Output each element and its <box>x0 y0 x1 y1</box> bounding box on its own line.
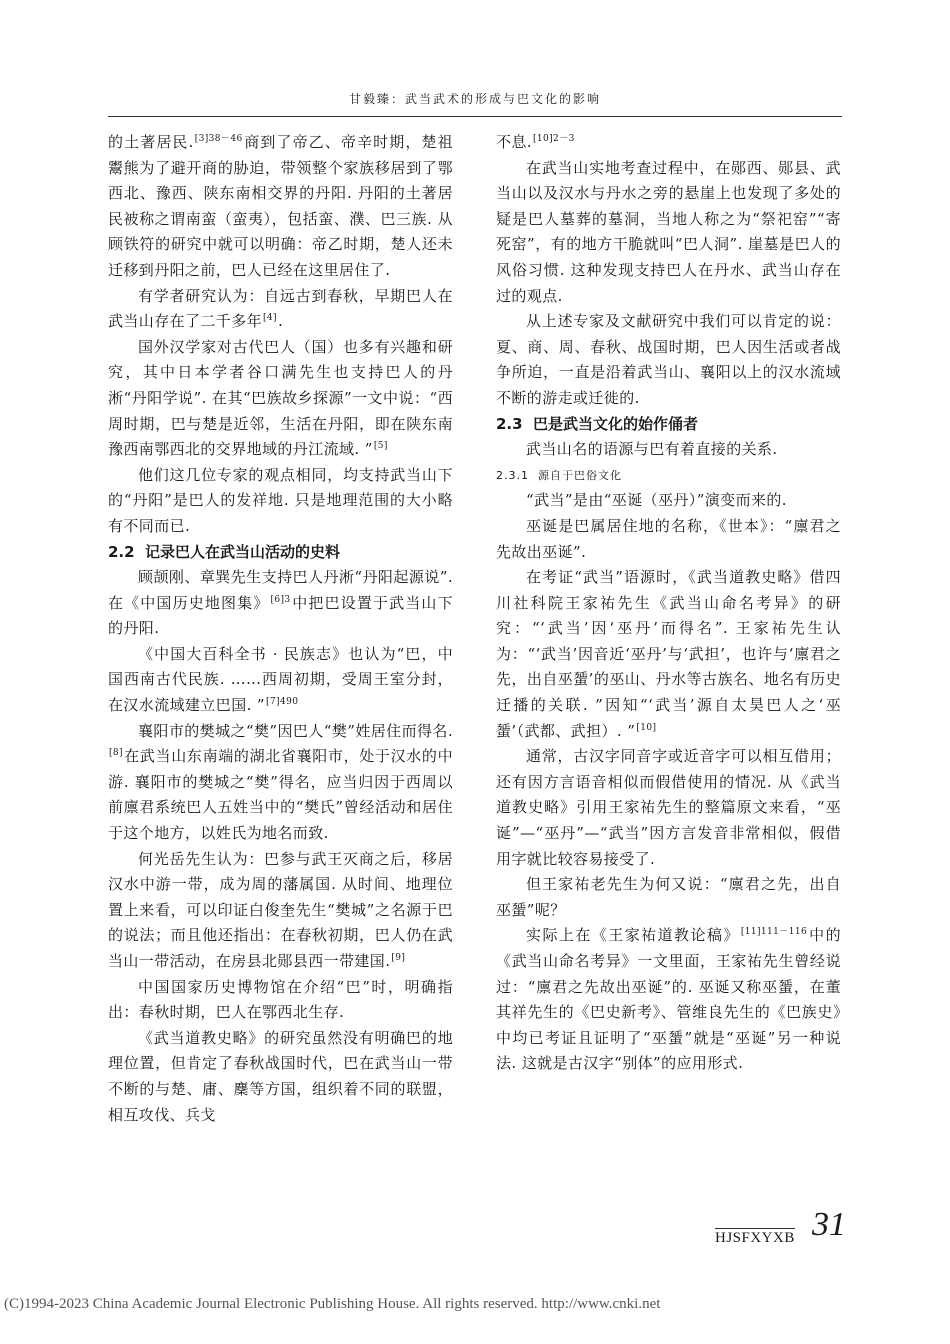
paragraph: “武当”是由“巫诞（巫丹）”演变而来的. <box>526 491 787 510</box>
paragraph: 襄阳市的樊城之“樊”因巴人“樊”姓居住而得名.[8]在武当山东南端的湖北省襄阳市，处于汉水的中游. 襄阳市的樊城之“樊”得名，应当归因于西周以前廪君系统巴人五姓当中的“樊氏”曾经活动和居住于这个地方，以姓氏为地名而致. <box>108 721 453 843</box>
paragraph: 武当山名的语源与巴有着直接的关系. <box>526 440 778 459</box>
paragraph: 从上述专家及文献研究中我们可以肯定的说：夏、商、周、春秋、战国时期，巴人因生活或者战争所迫，一直是沿着武当山、襄阳以上的汉水流域不断的游走或迁徙的. <box>496 312 841 407</box>
section-heading-2-3-1: 2.3.1 源自于巴俗文化 <box>496 468 622 482</box>
paragraph: 的土著居民.$^{[3]38-46}$商到了帝乙、帝辛时期，楚祖鬻熊为了避开商的胁迫，带领整个家族移居到了鄂西北、豫西、陕东南相交界的丹阳. 丹阳的土著居民被称之谓南蛮（蛮夷），包括蛮、濮、巴三族. 从顾铁符的研究中就可以明确：帝乙时期，楚人还未迁移到丹阳之前，巴人已经在这里居住了. <box>108 133 453 279</box>
citation-link[interactable]: [10]2－3 <box>532 134 575 144</box>
paragraph: 他们这几位专家的观点相同，均支持武当山下的“丹阳”是巴人的发祥地. 只是地理范围的大小略有不同而已. <box>108 465 453 535</box>
citation-link[interactable]: [6]3 <box>270 594 291 605</box>
section-heading-2-2: 2.2 记录巴人在武当山活动的史料 <box>108 542 341 561</box>
page-number: 31 <box>812 1206 846 1243</box>
paragraph: 顾颉刚、章巽先生支持巴人丹淅“丹阳起源说”. 在《中国历史地图集》$^{[6]3}$中把巴设置于武当山下的丹阳. <box>108 568 453 638</box>
paragraph: 国外汉学家对古代巴人（国）也多有兴趣和研究，其中日本学者谷口满先生也支持巴人的丹淅“丹阳学说”. 在其“巴族故乡探源”一文中说：“西周时期，巴与楚是近邻，生活在丹阳，即在陕东南豫西南鄂西北的交界地域的丹江流域. ”[5] <box>108 337 453 459</box>
paragraph: 通常，古汉字同音字或近音字可以相互借用；还有因方言语音相似而假借使用的情况. 从《武当道教史略》引用王家祐先生的整篇原文来看，“巫诞”—“巫丹”—“武当”因方言发音非常相似，假借用字就比较容易接受了. <box>496 747 841 868</box>
paragraph: 实际上在《王家祐道教论稿》$^{[11]111-116}$中的《武当山命名考异》一文里面，王家祐先生曾经说过：“廪君之先故出巫诞”的. 巫诞又称巫蜑，在董其祥先生的《巴史新考》、管维良先生的《巴族史》中均已考证且证明了“巫蜑”就是“巫诞”另一种说法. 这就是古汉字“别体”的应用形式. <box>496 926 841 1073</box>
paragraph: 何光岳先生认为：巴参与武王灭商之后，移居汉水中游一带，成为周的藩属国. 从时间、地理位置上来看，可以印证白俊奎先生“樊城”之名源于巴的说法；而且他还指出：在春秋初期，巴人仍在武当山一带活动，在房县北郧县西一带建国.[9] <box>108 849 453 970</box>
paragraph: 在武当山实地考查过程中，在郧西、郧县、武当山以及汉水与丹水之旁的悬崖上也发现了多处的疑是巴人墓葬的墓洞，当地人称之为“祭祀窑”“寄死窑”，有的地方干脆就叫“巴人洞”. 崖墓是巴人的风俗习惯. 这种发现支持巴人在丹水、武当山存在过的观点. <box>496 158 841 305</box>
citation-link[interactable]: [7]490 <box>266 697 299 708</box>
citation-link[interactable]: [3]38－46 <box>194 134 243 144</box>
paragraph: 《中国大百科全书 · 民族志》也认为“巴，中国西南古代民族. ……西周初期，受周王室分封，在汉水流域建立巴国. ”$^{[7]490}$ <box>108 644 453 715</box>
paragraph: 《武当道教史略》的研究虽然没有明确巴的地理位置，但肯定了春秋战国时代，巴在武当山一带不断的与楚、庸、麇等方国，组织着不同的联盟，相互攻伐、兵戈 <box>108 1028 453 1124</box>
paragraph: 中国国家历史博物馆在介绍“巴”时，明确指出：春秋时期，巴人在鄂西北生存. <box>108 977 453 1022</box>
citation-link[interactable]: [4] <box>263 313 277 324</box>
citation-link[interactable]: [5] <box>373 441 388 452</box>
header-rule <box>108 116 842 117</box>
left-column <box>108 130 453 1128</box>
paragraph: 巫诞是巴属居住地的名称，《世本》：“廪君之先故出巫诞”. <box>496 516 841 561</box>
citation-link[interactable]: [8] <box>109 748 123 759</box>
paragraph: 有学者研究认为：自远古到春秋，早期巴人在武当山存在了二千多年[4]. <box>108 286 453 331</box>
citation-link[interactable]: [10] <box>636 722 657 733</box>
copyright-notice: (C)1994-2023 China Academic Journal Electronic Publishing House. All rights reserved. http://www.cnki.net <box>4 1296 661 1312</box>
paragraph: 在考证“武当”语源时，《武当道教史略》借四川社科院王家祐先生《武当山命名考异》的研究：“‘武当’因‘巫丹’而得名”. 王家祐先生认为：“‘武当’因音近‘巫丹’与‘武担’，也许与‘廪君之先，出自巫蜑’的巫山、丹水等古族名、地名有历史迁播的关联. ”因知“‘武当’源自太昊巴人之‘巫蜑’（武都、武担）. ”[10] <box>496 568 841 740</box>
section-heading-2-3: 2.3 巴是武当文化的始作俑者 <box>496 414 699 433</box>
citation-link[interactable]: [9] <box>391 953 406 963</box>
paragraph: 不息.$^{[10]2-3}$ <box>496 133 575 151</box>
journal-code: HJSFXYXB <box>715 1230 795 1246</box>
paragraph: 但王家祐老先生为何又说：“廪君之先，出自巫蜑”呢？ <box>496 875 841 919</box>
running-header: 甘毅臻：武当武术的形成与巴文化的影响 <box>348 92 601 106</box>
right-column <box>496 130 841 1077</box>
citation-link[interactable]: [11]111－116 <box>740 927 808 938</box>
